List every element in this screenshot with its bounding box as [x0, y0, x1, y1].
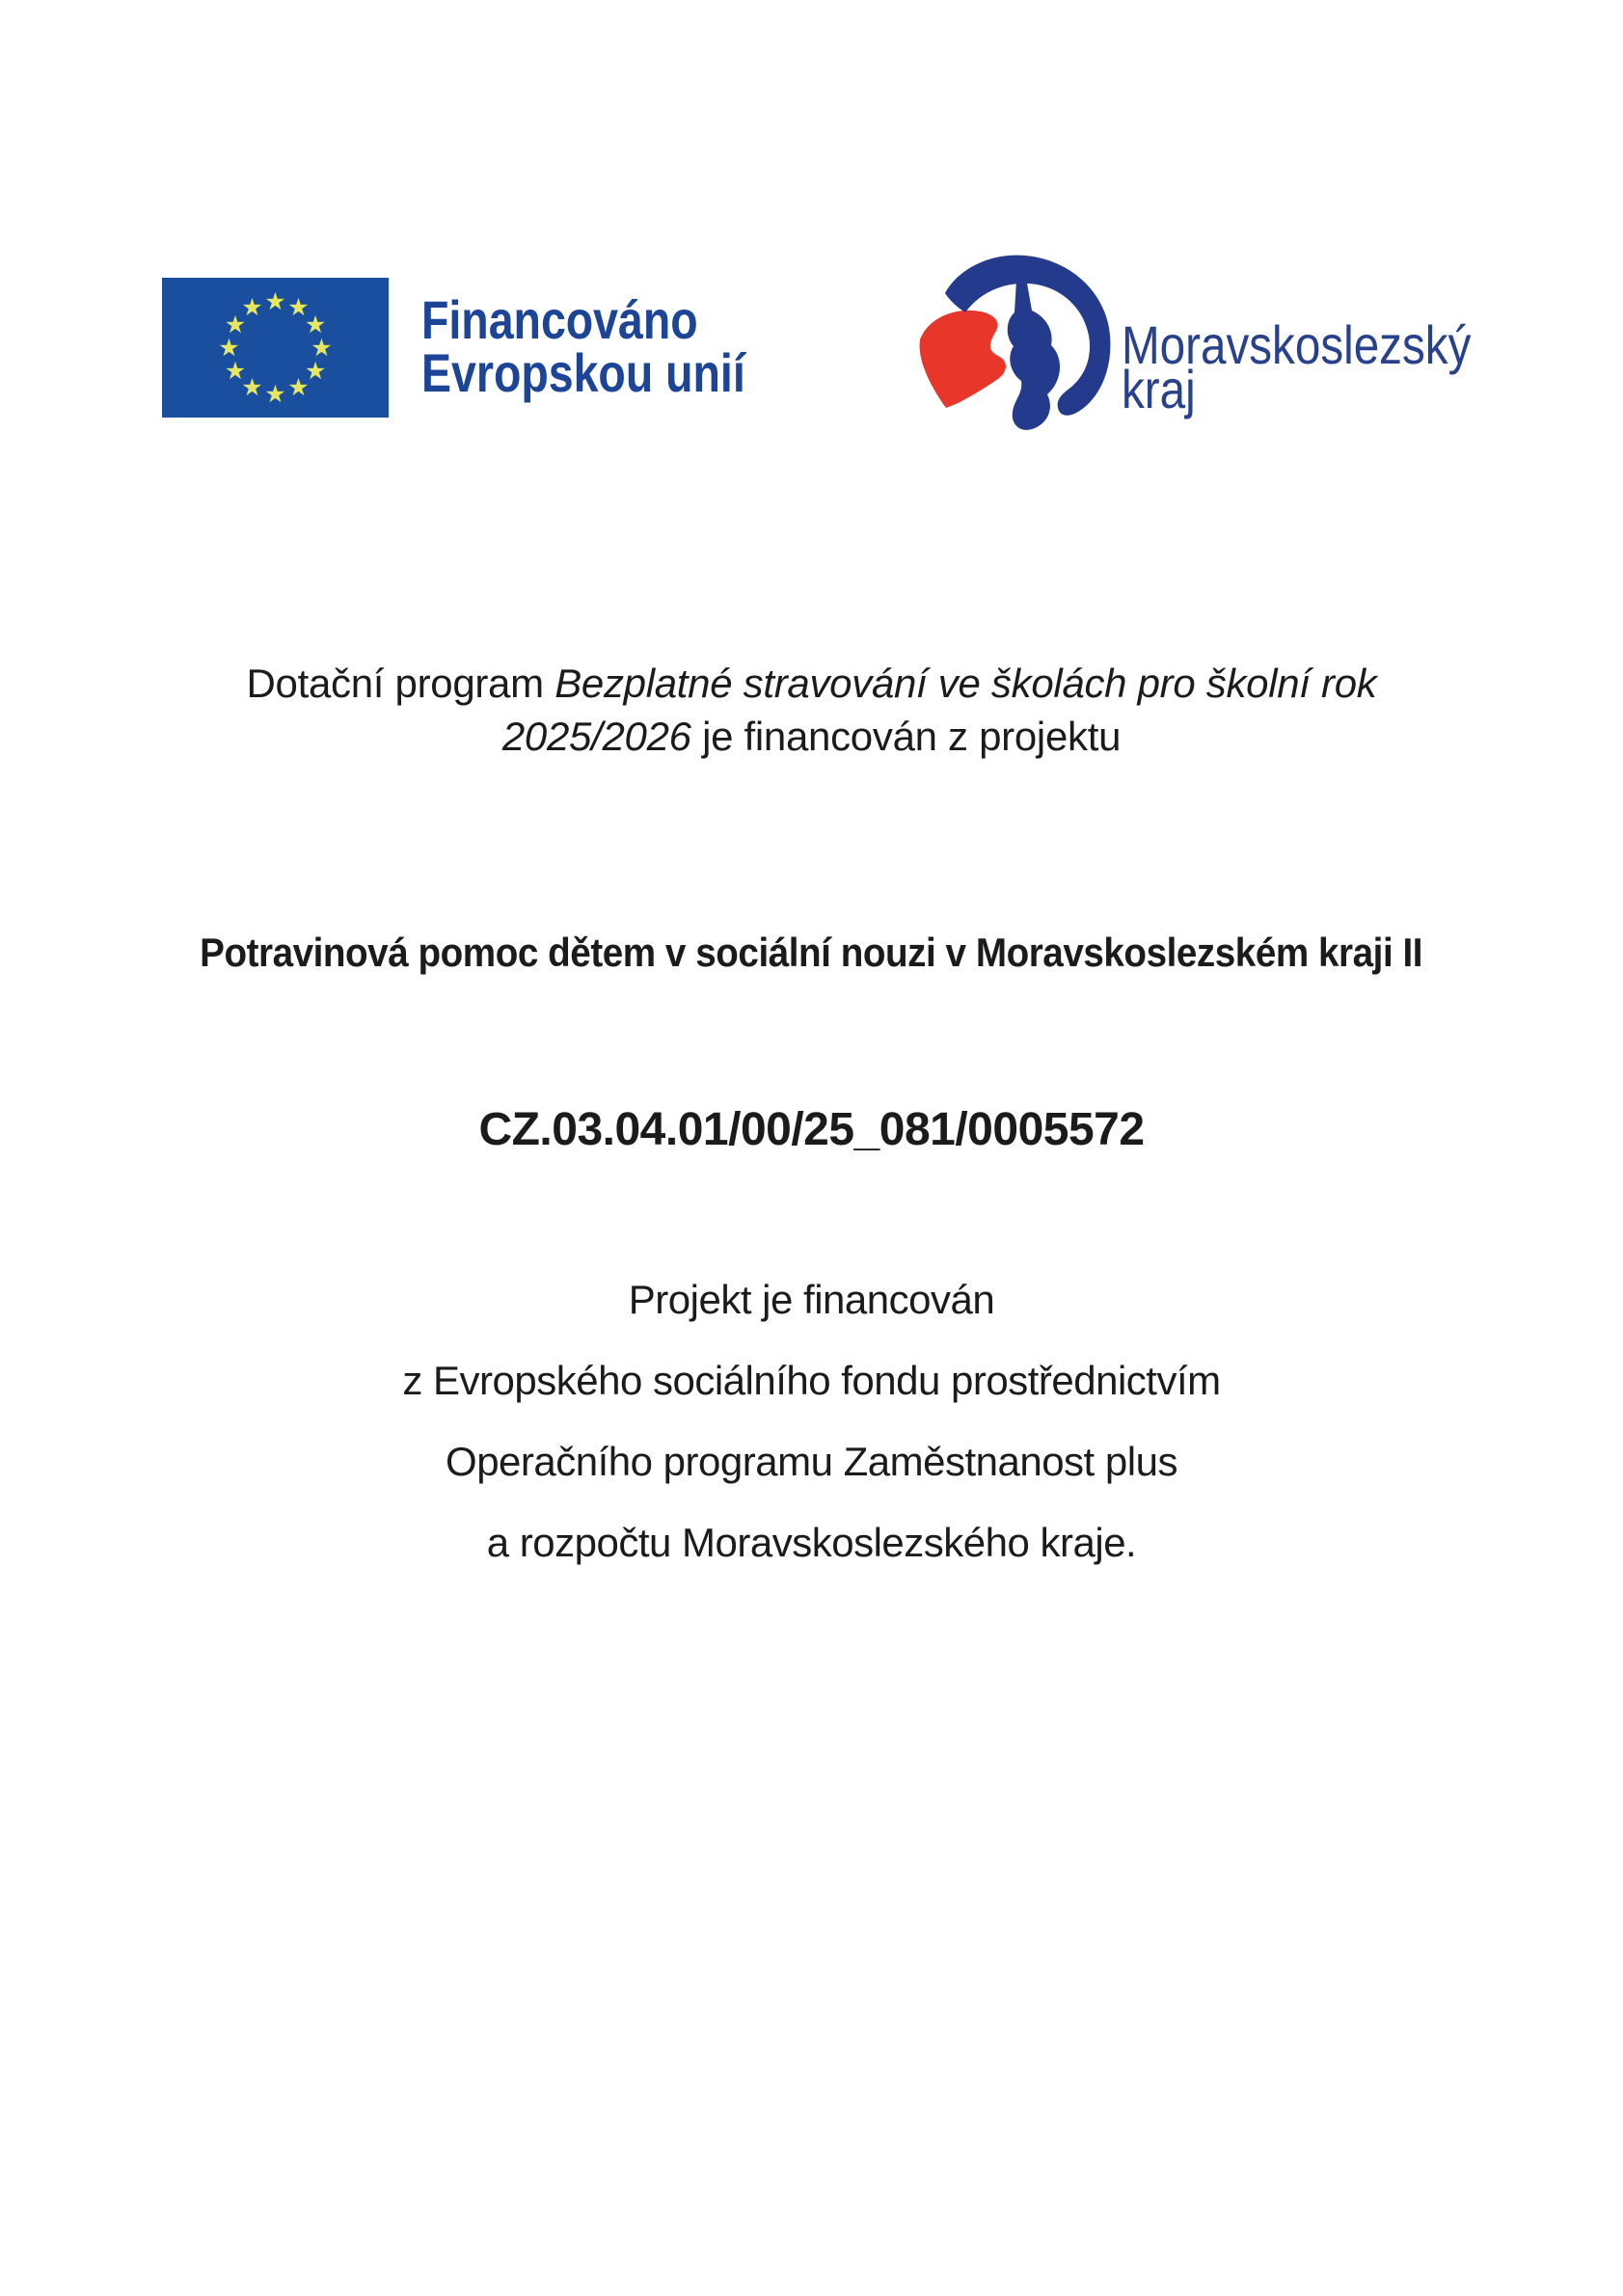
msk-logo-icon	[916, 253, 1111, 434]
eu-star-icon: ★	[224, 356, 247, 385]
eu-star-icon: ★	[264, 379, 286, 408]
msk-logo-text	[1122, 314, 1472, 419]
project-title-text: Potravinová pomoc dětem v sociální nouzi v Moravskoslezském kraji II	[200, 930, 1423, 975]
funding-paragraph	[0, 1259, 1623, 1583]
program-paragraph-line1	[0, 657, 1623, 710]
program-paragraph-line2	[0, 710, 1623, 763]
funding-line: Projekt je financován	[628, 1277, 995, 1322]
eu-star-icon: ★	[241, 292, 263, 321]
program-paragraph	[0, 657, 1623, 763]
eu-logo-text	[421, 289, 745, 403]
eu-star-icon: ★	[264, 286, 286, 315]
eu-logo-text-line2: Evropskou unií	[421, 342, 745, 403]
msk-logo-text-line2: kraj	[1122, 359, 1196, 419]
msk-logo-text-line1: Moravskoslezský	[1122, 314, 1472, 375]
project-title	[0, 932, 1623, 973]
school-year-italic: 2025/2026	[501, 714, 691, 759]
msk-tower-shape	[1008, 278, 1060, 430]
eu-star-icon: ★	[304, 310, 327, 338]
eu-star-icon: ★	[287, 292, 310, 321]
funding-line: Operačního programu Zaměstnanost plus	[446, 1439, 1177, 1484]
program-name-italic: Bezplatné stravování ve školách pro školní rok	[555, 661, 1377, 706]
project-code: CZ.03.04.01/00/25_081/0005572	[478, 1104, 1145, 1155]
eu-star-icon: ★	[304, 356, 327, 385]
eu-star-icon: ★	[241, 373, 263, 402]
eu-flag	[162, 278, 389, 418]
eu-star-icon: ★	[218, 333, 240, 362]
program-text-regular2: je financován z projektu	[690, 714, 1122, 759]
program-text-regular: Dotační program	[246, 661, 555, 706]
eu-star-icon: ★	[224, 310, 247, 338]
funding-line: z Evropského sociálního fondu prostřednictvím	[402, 1358, 1221, 1403]
msk-red-shape	[920, 311, 1006, 408]
funding-line: a rozpočtu Moravskoslezského kraje.	[486, 1520, 1137, 1565]
eu-logo-text-line1: Financováno	[421, 289, 698, 350]
eu-star-icon: ★	[311, 333, 333, 362]
eu-star-icon: ★	[287, 373, 310, 402]
